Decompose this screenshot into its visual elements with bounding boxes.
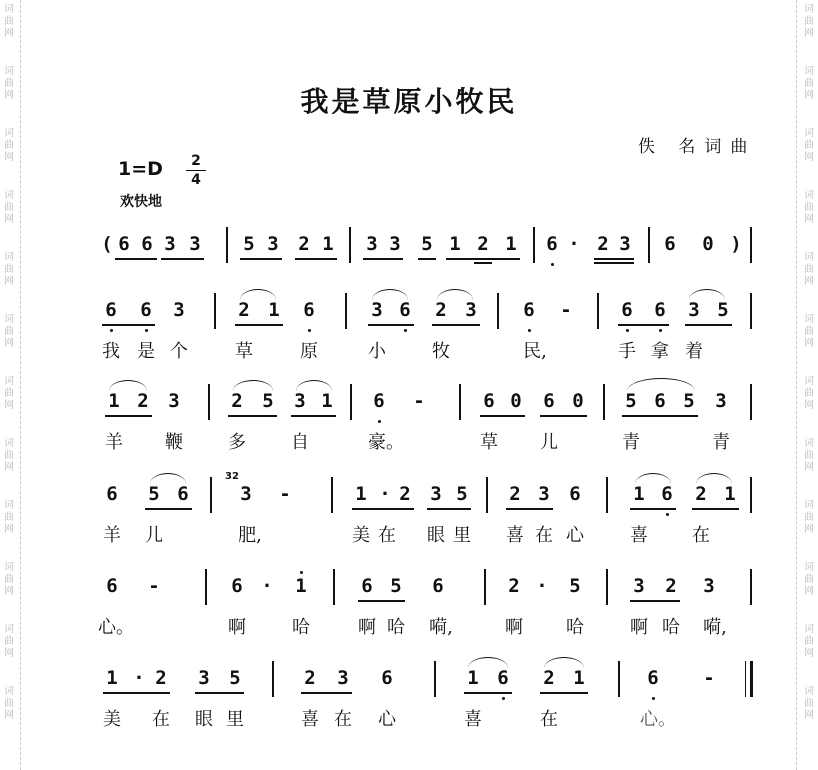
meter-bottom: 4 [191, 172, 201, 188]
time-signature [186, 153, 206, 188]
underline [301, 692, 352, 694]
watermark-text: 词 曲 网 [804, 624, 814, 659]
lyric: 心。 [98, 617, 134, 638]
bar-line [349, 227, 351, 263]
underline [358, 600, 405, 602]
note: 3 [371, 299, 383, 321]
note: 6 [118, 233, 130, 255]
note: 3 [337, 667, 349, 689]
bar-line [434, 661, 436, 697]
underline [102, 324, 155, 326]
underline [368, 324, 414, 326]
lyric: 青 [622, 432, 640, 453]
lyric-line [0, 613, 818, 639]
note: 5 [148, 483, 160, 505]
note: - [560, 299, 572, 321]
note-line [0, 667, 818, 693]
watermark-text: 词 曲 网 [4, 376, 14, 411]
author-credit: 佚 名词曲 [638, 137, 757, 157]
note: 5 [421, 233, 433, 255]
note: 5 [243, 233, 255, 255]
note: 2 [695, 483, 707, 505]
underline [630, 600, 680, 602]
watermark-text: 词 曲 网 [804, 314, 814, 349]
note: 6 [661, 483, 673, 505]
bar-line [226, 227, 228, 263]
note: 6 [106, 575, 118, 597]
note: 2 [399, 483, 411, 505]
lyric: 多 [228, 432, 246, 453]
lyric: 在 [692, 525, 710, 546]
lyric: 哈 [387, 617, 405, 638]
lyric: 牧 [432, 341, 450, 362]
bar-line [618, 661, 620, 697]
lyric: 嗬, [429, 617, 453, 638]
underline [228, 415, 277, 417]
note: 2 [238, 299, 250, 321]
note: 6 [105, 299, 117, 321]
note: 6 [106, 483, 118, 505]
note: 5 [262, 390, 274, 412]
watermark-text: 词 曲 网 [804, 376, 814, 411]
lyric: 自 [291, 432, 309, 453]
note: 2 [597, 233, 609, 255]
note-line [0, 471, 818, 509]
note: - [279, 483, 291, 505]
low-octave-dot [404, 329, 407, 332]
lyric: 在 [334, 709, 352, 730]
note: 6 [177, 483, 189, 505]
note: 0 [572, 390, 584, 412]
watermark-text: 词 曲 网 [804, 500, 814, 535]
lyric-line [0, 521, 818, 547]
watermark-text: 词 曲 网 [804, 190, 814, 225]
note: 2 [231, 390, 243, 412]
bar-line [272, 661, 274, 697]
grace-note: 32 [225, 471, 239, 482]
underline [291, 415, 336, 417]
lyric: 羊 [103, 525, 121, 546]
lyric: 美 [352, 525, 370, 546]
note: 6 [231, 575, 243, 597]
note: 6 [523, 299, 535, 321]
bar-line [331, 477, 333, 513]
note: · [261, 575, 273, 597]
bar-line [345, 293, 347, 329]
underline [427, 508, 471, 510]
watermark-text: 词 曲 网 [4, 4, 14, 39]
note: 1 [355, 483, 367, 505]
bar-line [208, 384, 210, 420]
lyric: 里 [226, 709, 244, 730]
note: - [703, 667, 715, 689]
note: 2 [435, 299, 447, 321]
score-row [0, 471, 818, 573]
note: 1 [321, 390, 333, 412]
note: 1 [106, 667, 118, 689]
meter-bar [186, 170, 206, 171]
bar-line [484, 569, 486, 605]
watermark-text: 词 曲 网 [4, 686, 14, 721]
underline [685, 324, 732, 326]
note: 2 [477, 233, 489, 255]
low-octave-dot [666, 513, 669, 516]
note: 2 [137, 390, 149, 412]
underline [145, 508, 192, 510]
note: 5 [569, 575, 581, 597]
note: 1 [322, 233, 334, 255]
note: 1 [505, 233, 517, 255]
lyric: 青 [712, 432, 730, 453]
watermark-text: 词 曲 网 [4, 314, 14, 349]
note: 0 [702, 233, 714, 255]
lyric: 羊 [105, 432, 123, 453]
underline [540, 692, 588, 694]
lyric: 在 [378, 525, 396, 546]
note: 3 [703, 575, 715, 597]
low-octave-dot [110, 329, 113, 332]
note: 5 [229, 667, 241, 689]
note: 3 [389, 233, 401, 255]
note: 3 [619, 233, 631, 255]
note: 5 [456, 483, 468, 505]
bar-line [533, 227, 535, 263]
note: 3 [294, 390, 306, 412]
lyric: 儿 [145, 525, 163, 546]
bar-line [210, 477, 212, 513]
note: 6 [654, 299, 666, 321]
note: 1 [633, 483, 645, 505]
note: 3 [240, 483, 252, 505]
note: 5 [390, 575, 402, 597]
note: 3 [189, 233, 201, 255]
underline [418, 258, 436, 260]
low-octave-dot [626, 329, 629, 332]
underline [195, 692, 244, 694]
underline [432, 324, 480, 326]
lyric-line [0, 337, 818, 363]
note: 3 [173, 299, 185, 321]
note: 3 [366, 233, 378, 255]
bar-line [459, 384, 461, 420]
note: - [413, 390, 425, 412]
note: 5 [717, 299, 729, 321]
lyric: 心。 [640, 709, 676, 730]
note: 3 [168, 390, 180, 412]
note: 2 [508, 575, 520, 597]
score-row [0, 667, 818, 757]
key-signature: 1=D [118, 158, 163, 180]
note: 5 [683, 390, 695, 412]
low-octave-dot [551, 263, 554, 266]
lyric: 心 [566, 525, 584, 546]
lyric: 啊 [630, 617, 648, 638]
watermark-text: 词 曲 网 [4, 190, 14, 225]
underline [474, 262, 492, 264]
lyric: 草 [480, 432, 498, 453]
watermark-text: 词 曲 网 [804, 252, 814, 287]
lyric: 喜 [506, 525, 524, 546]
bar-line [750, 227, 752, 263]
low-octave-dot [659, 329, 662, 332]
lyric: 美 [103, 709, 121, 730]
underline [352, 508, 414, 510]
note: 2 [155, 667, 167, 689]
note: 6 [543, 390, 555, 412]
note: 6 [381, 667, 393, 689]
lyric: 眼 [427, 525, 445, 546]
lyric: 小 [368, 341, 386, 362]
score-row [0, 390, 818, 480]
note: 3 [538, 483, 550, 505]
note-dot: · [568, 233, 580, 255]
note: 1 [724, 483, 736, 505]
bar-line [606, 569, 608, 605]
lyric-line [0, 428, 818, 454]
note: 6 [654, 390, 666, 412]
score-row [0, 299, 818, 389]
underline [295, 258, 337, 260]
underline [692, 508, 739, 510]
lyric: 喜 [464, 709, 482, 730]
score-row [0, 575, 818, 665]
note: 3 [164, 233, 176, 255]
bar-line [750, 293, 752, 329]
note: 6 [361, 575, 373, 597]
note: 6 [546, 233, 558, 255]
lyric: 个 [170, 341, 188, 362]
note: 6 [483, 390, 495, 412]
lyric: 民, [523, 341, 547, 362]
underline [103, 692, 170, 694]
watermark-text: 词 曲 网 [804, 686, 814, 721]
note: 3 [688, 299, 700, 321]
bar-line [486, 477, 488, 513]
watermark-text: 词 曲 网 [804, 438, 814, 473]
underline [594, 258, 634, 260]
note: 6 [373, 390, 385, 412]
note: 3 [465, 299, 477, 321]
watermark-text: 词 曲 网 [804, 562, 814, 597]
underline [105, 415, 152, 417]
underline [446, 258, 520, 260]
watermark-text: 词 曲 网 [4, 562, 14, 597]
lyric: 啊 [228, 617, 246, 638]
note-line [0, 233, 818, 259]
note: 1 [449, 233, 461, 255]
bar-line [648, 227, 650, 263]
page-title: 我是草原小牧民 [300, 85, 518, 118]
underline [618, 324, 669, 326]
underline [630, 508, 676, 510]
bar-line [333, 569, 335, 605]
note: 2 [665, 575, 677, 597]
note: 2 [543, 667, 555, 689]
watermark-text: 词 曲 网 [804, 4, 814, 39]
note: 6 [497, 667, 509, 689]
note-line [0, 299, 818, 325]
lyric: 豪。 [368, 432, 404, 453]
note: 6 [621, 299, 633, 321]
note: 3 [633, 575, 645, 597]
lyric: 心 [378, 709, 396, 730]
note: 6 [399, 299, 411, 321]
lyric: 拿 [651, 341, 669, 362]
lyric: 原 [300, 341, 318, 362]
watermark-text: 词 曲 网 [4, 128, 14, 163]
watermark-text: 词 曲 网 [4, 252, 14, 287]
lyric: 鞭 [165, 432, 183, 453]
lyric: 眼 [195, 709, 213, 730]
lyric: 啊 [358, 617, 376, 638]
underline [480, 415, 525, 417]
note: 1 [295, 575, 307, 597]
watermark-text: 词 曲 网 [804, 66, 814, 101]
note: ( [101, 233, 113, 255]
note: 1 [467, 667, 479, 689]
lyric: 啊 [505, 617, 523, 638]
underline [235, 324, 283, 326]
lyric: 哈 [292, 617, 310, 638]
note: 2 [509, 483, 521, 505]
lyric: 着 [685, 341, 703, 362]
meter-top: 2 [191, 153, 201, 169]
note: 3 [198, 667, 210, 689]
lyric: 喜 [301, 709, 319, 730]
underline [622, 415, 698, 417]
underline [594, 262, 634, 264]
bar-line [214, 293, 216, 329]
note: 6 [432, 575, 444, 597]
underline [540, 415, 587, 417]
note: 1 [268, 299, 280, 321]
note: 6 [569, 483, 581, 505]
note: 3 [430, 483, 442, 505]
note-line [0, 390, 818, 416]
note: 1 [573, 667, 585, 689]
lyric: 哈 [662, 617, 680, 638]
lyric: 哈 [566, 617, 584, 638]
note: 5 [625, 390, 637, 412]
note: 6 [303, 299, 315, 321]
lyric: 肥, [238, 525, 262, 546]
lyric: 在 [535, 525, 553, 546]
low-octave-dot [528, 329, 531, 332]
lyric: 我 [102, 341, 120, 362]
lyric: 在 [152, 709, 170, 730]
high-octave-dot [300, 571, 303, 574]
note: 6 [647, 667, 659, 689]
lyric: 里 [453, 525, 471, 546]
note: · [536, 575, 548, 597]
note: 3 [267, 233, 279, 255]
tempo-marking: 欢快地 [120, 194, 162, 210]
bar-line [603, 384, 605, 420]
note: 6 [664, 233, 676, 255]
underline [115, 258, 157, 260]
low-octave-dot [502, 697, 505, 700]
note: 3 [715, 390, 727, 412]
note: - [148, 575, 160, 597]
lyric: 草 [235, 341, 253, 362]
note: · [133, 667, 145, 689]
lyric: 是 [137, 341, 155, 362]
lyric-line [0, 705, 818, 731]
watermark-text: 词 曲 网 [4, 438, 14, 473]
underline [240, 258, 282, 260]
low-octave-dot [308, 329, 311, 332]
note: · [379, 483, 391, 505]
bar-line [205, 569, 207, 605]
underline [161, 258, 204, 260]
underline [506, 508, 553, 510]
note: 6 [141, 233, 153, 255]
bar-line [350, 384, 352, 420]
low-octave-dot [652, 697, 655, 700]
bar-line [750, 477, 752, 513]
underline [363, 258, 403, 260]
watermark-text: 词 曲 网 [4, 500, 14, 535]
note: 0 [510, 390, 522, 412]
watermark-text: 词 曲 网 [4, 624, 14, 659]
lyric: 儿 [540, 432, 558, 453]
final-barline [745, 661, 753, 697]
note: 1 [108, 390, 120, 412]
lyric: 嗬, [703, 617, 727, 638]
bar-line [750, 384, 752, 420]
lyric: 喜 [630, 525, 648, 546]
low-octave-dot [378, 420, 381, 423]
lyric: 手 [618, 341, 636, 362]
note-line [0, 575, 818, 601]
bar-line [597, 293, 599, 329]
note: 2 [304, 667, 316, 689]
underline [464, 692, 512, 694]
note: ) [730, 233, 742, 255]
watermark-text: 词 曲 网 [4, 66, 14, 101]
watermark-text: 词 曲 网 [804, 128, 814, 163]
note: 6 [140, 299, 152, 321]
bar-line [497, 293, 499, 329]
note: 2 [298, 233, 310, 255]
low-octave-dot [145, 329, 148, 332]
lyric: 在 [540, 709, 558, 730]
bar-line [606, 477, 608, 513]
bar-line [750, 569, 752, 605]
